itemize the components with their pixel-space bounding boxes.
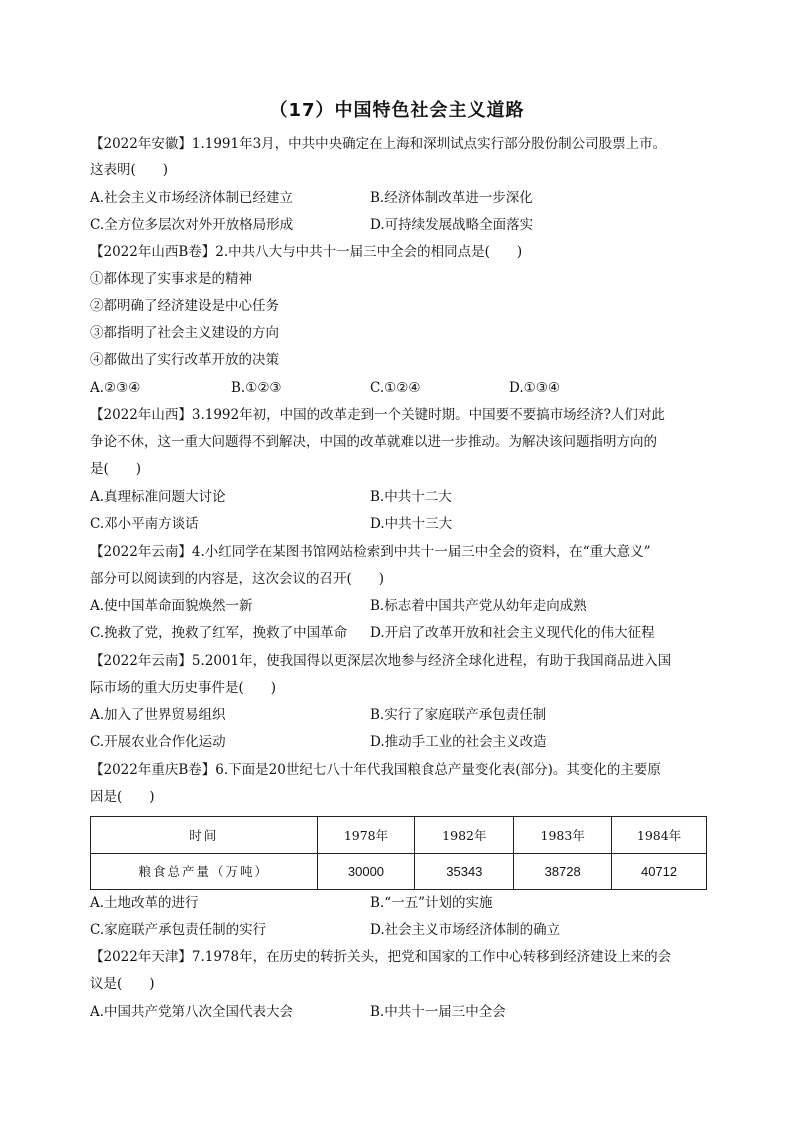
q7-stem-line2: 议是( ) [90, 976, 155, 992]
q5-option-b: B.实行了家庭联产承包责任制 [370, 707, 547, 723]
q7-stem-line1: 【2022年天津】7.1978年，在历史的转折关头，把党和国家的工作中心转移到经济建设上来的会 [90, 949, 672, 965]
q5-option-c: C.开展农业合作化运动 [90, 734, 226, 750]
table-year-cell: 1982年 [415, 817, 514, 854]
q4-option-d: D.开启了改革开放和社会主义现代化的伟大征程 [370, 625, 655, 641]
q5-option-a: A.加入了世界贸易组织 [90, 707, 226, 723]
table-year-cell: 1983年 [514, 817, 612, 854]
table-row [91, 853, 707, 890]
q4-stem-line2: 部分可以阅读到的内容是，这次会议的召开( ) [90, 571, 385, 587]
q5-option-d: D.推动手工业的社会主义改造 [370, 734, 547, 750]
q2-statement-3: ③都指明了社会主义建设的方向 [90, 325, 279, 341]
q1-option-b: B.经济体制改革进一步深化 [370, 190, 533, 206]
table-value-cell: 40712 [612, 853, 707, 890]
q6-stem-line1: 【2022年重庆B卷】6.下面是20世纪七八十年代我国粮食总产量变化表(部分)。其变化的主要原 [90, 762, 661, 778]
q1-stem-line2: 这表明( ) [90, 162, 169, 178]
q4-option-a: A.使中国革命面貌焕然一新 [90, 598, 253, 614]
q2-statement-1: ①都体现了实事求是的精神 [90, 271, 252, 287]
q3-stem-line1: 【2022年山西】3.1992年初，中国的改革走到一个关键时期。中国要不要搞市场经济?人们对此 [90, 407, 665, 423]
q3-stem-line3: 是( ) [90, 461, 142, 477]
q6-option-a: A.土地改革的进行 [90, 895, 199, 911]
grain-output-table [90, 816, 707, 890]
table-year-cell: 1984年 [612, 817, 707, 854]
q4-option-c: C.挽救了党，挽救了红军，挽救了中国革命 [90, 625, 348, 641]
page-title: （17）中国特色社会主义道路 [269, 100, 525, 121]
q6-option-b: B.“一五”计划的实施 [370, 895, 493, 911]
q2-option-c: C.①②④ [370, 380, 421, 396]
q3-stem-line2: 争论不休，这一重大问题得不到解决，中国的改革就难以进一步推动。为解决该问题指明方向的 [90, 434, 657, 450]
q1-stem-line1: 【2022年安徽】1.1991年3月，中共中央确定在上海和深圳试点实行部分股份制公司股票上市。 [90, 136, 667, 152]
q2-stem-line1: 【2022年山西B卷】2.中共八大与中共十一届三中全会的相同点是( ) [90, 244, 523, 260]
q2-option-d: D.①③④ [509, 380, 560, 396]
q3-option-a: A.真理标准问题大讨论 [90, 489, 226, 505]
q2-option-b: B.①②③ [231, 380, 282, 396]
q3-option-d: D.中共十三大 [370, 516, 453, 532]
q7-option-b: B.中共十一届三中全会 [370, 1004, 506, 1020]
q6-option-d: D.社会主义市场经济体制的确立 [370, 922, 561, 938]
q7-option-a: A.中国共产党第八次全国代表大会 [90, 1004, 294, 1020]
q2-statement-2: ②都明确了经济建设是中心任务 [90, 298, 279, 314]
table-header-time: 时间 [91, 817, 318, 854]
q1-option-a: A.社会主义市场经济体制已经建立 [90, 190, 294, 206]
q3-option-b: B.中共十二大 [370, 489, 452, 505]
q6-option-c: C.家庭联产承包责任制的实行 [90, 922, 267, 938]
q1-option-c: C.全方位多层次对外开放格局形成 [90, 217, 294, 233]
q1-option-d: D.可持续发展战略全面落实 [370, 217, 534, 233]
table-header-row [91, 817, 707, 854]
table-value-cell: 38728 [514, 853, 612, 890]
table-value-cell: 30000 [317, 853, 415, 890]
q2-statement-4: ④都做出了实行改革开放的决策 [90, 352, 279, 368]
q5-stem-line2: 际市场的重大历史事件是( ) [90, 680, 277, 696]
table-value-cell: 35343 [415, 853, 514, 890]
q2-option-a: A.②③④ [90, 380, 141, 396]
table-row-label: 粮食总产量（万吨） [91, 853, 318, 890]
q4-stem-line1: 【2022年云南】4.小红同学在某图书馆网站检索到中共十一届三中全会的资料，在“重大意义” [90, 544, 651, 560]
q6-stem-line2: 因是( ) [90, 789, 155, 805]
q4-option-b: B.标志着中国共产党从幼年走向成熟 [370, 598, 587, 614]
q5-stem-line1: 【2022年云南】5.2001年，使我国得以更深层次地参与经济全球化进程，有助于我国商品进入国 [90, 653, 672, 669]
q3-option-c: C.邓小平南方谈话 [90, 516, 199, 532]
table-year-cell: 1978年 [317, 817, 415, 854]
